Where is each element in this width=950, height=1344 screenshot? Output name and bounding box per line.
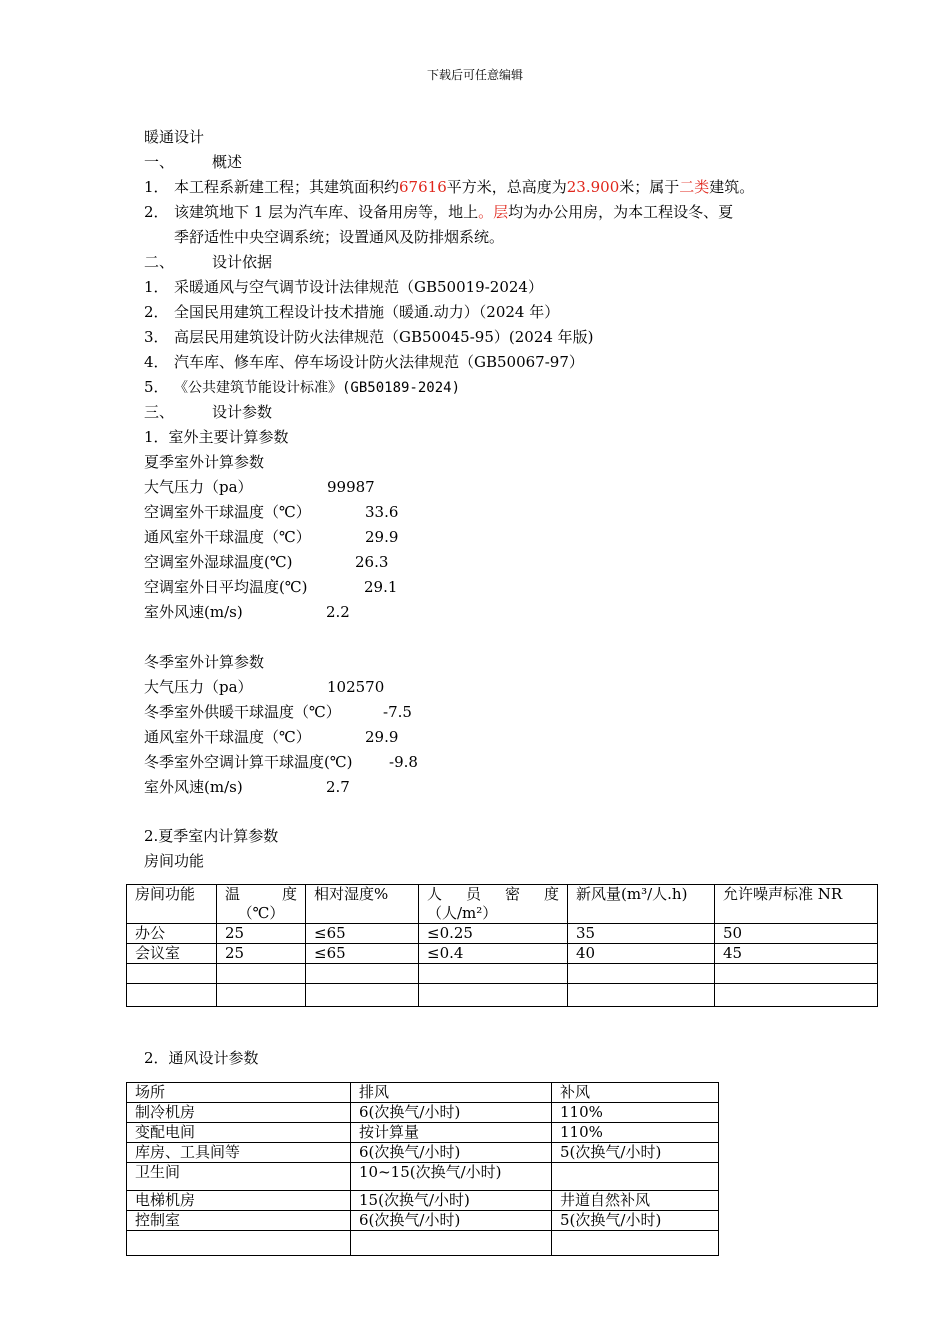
- outdoor-params-title: 1．室外主要计算参数: [144, 428, 289, 446]
- header-exhaust: 排风: [351, 1083, 552, 1103]
- table-header-row: [127, 1083, 719, 1103]
- winter-title: 冬季室外计算参数: [144, 653, 265, 671]
- summer-param-row: 通风室外干球温度（℃） 29.9: [144, 528, 399, 546]
- table-row: 变配电间 按计算量 110%: [127, 1123, 719, 1143]
- section-3-heading: [144, 402, 272, 422]
- section-2-number: 二、: [144, 253, 175, 271]
- winter-param-row: 大气压力（pa） 102570: [144, 678, 385, 696]
- header-supply: 补风: [552, 1083, 719, 1103]
- basis-item: 4． 汽车库、修车库、停车场设计防火法律规范（GB50067-97）: [144, 353, 584, 371]
- summer-param-row: 空调室外日平均温度(℃) 29.1: [144, 578, 398, 596]
- indoor-params-title: 2.夏季室内计算参数: [144, 827, 279, 845]
- indoor-params-table: [126, 884, 878, 1007]
- winter-param-row: 通风室外干球温度（℃） 29.9: [144, 728, 399, 746]
- table-row: 会议室 25 ≤65 ≤0.4 40 45: [127, 944, 878, 964]
- section-2-title: 设计依据: [212, 253, 273, 271]
- indoor-subtitle: 房间功能: [144, 852, 205, 870]
- doc-title: 暖通设计: [144, 128, 205, 146]
- page-header: 下载后可任意编辑: [426, 68, 523, 82]
- winter-param-row: 冬季室外供暖干球温度（℃） -7.5: [144, 703, 412, 721]
- table-row: 电梯机房 15(次换气/小时) 井道自然补风: [127, 1191, 719, 1211]
- summer-title: 夏季室外计算参数: [144, 453, 265, 471]
- table-row-empty: [127, 984, 878, 1007]
- header-noise: 允许噪声标准 NR: [715, 885, 878, 924]
- section-1-number: 一、: [144, 153, 175, 171]
- section-1-title: 概述: [212, 153, 243, 171]
- summer-param-row: 空调室外干球温度（℃） 33.6: [144, 503, 399, 521]
- floor-marker: 。层: [478, 203, 509, 221]
- table-row: 卫生间 10~15(次换气/小时): [127, 1163, 719, 1191]
- section-3-title: 设计参数: [212, 403, 273, 421]
- overview-item-2: 2． 该建筑地下 1 层为汽车库、设备用房等，地上。层均为办公用房，为本工程设冬、夏: [144, 203, 734, 221]
- summer-param-row: 室外风速(m/s) 2.2: [144, 603, 350, 621]
- winter-param-row: 室外风速(m/s) 2.7: [144, 778, 350, 796]
- basis-item: 2． 全国民用建筑工程设计技术措施（暖通.动力）（2024 年）: [144, 303, 560, 321]
- building-height: 23.900: [566, 178, 620, 196]
- table-row: 控制室 6(次换气/小时) 5(次换气/小时): [127, 1211, 719, 1231]
- section-3-number: 三、: [144, 403, 175, 421]
- table-row-empty: [127, 1231, 719, 1256]
- vent-params-title: 2．通风设计参数: [144, 1049, 259, 1067]
- table-header-row: [127, 885, 878, 924]
- header-temp: 温 度 （℃）: [217, 885, 306, 924]
- table-row: 办公 25 ≤65 ≤0.25 35 50: [127, 924, 878, 944]
- summer-param-row: 大气压力（pa） 99987: [144, 478, 375, 496]
- basis-item: 1． 采暖通风与空气调节设计法律规范（GB50019-2024）: [144, 278, 543, 296]
- header-place: 场所: [127, 1083, 351, 1103]
- ventilation-table: [126, 1082, 719, 1256]
- winter-param-row: 冬季室外空调计算干球温度(℃) -9.8: [144, 753, 418, 771]
- header-room: 房间功能: [127, 885, 217, 924]
- basis-item: 5． 《公共建筑节能设计标准》(GB50189-2024): [144, 378, 461, 396]
- table-row: 库房、工具间等 6(次换气/小时) 5(次换气/小时): [127, 1143, 719, 1163]
- section-2-heading: [144, 252, 272, 272]
- header-humidity: 相对湿度%: [306, 885, 419, 924]
- summer-param-row: 空调室外湿球温度(℃) 26.3: [144, 553, 389, 571]
- building-class: 二类: [679, 178, 710, 196]
- header-density: 人 员 密 度 （人/m²）: [419, 885, 568, 924]
- section-1-heading: [144, 152, 242, 172]
- basis-item: 3． 高层民用建筑设计防火法律规范（GB50045-95）(2024 年版): [144, 328, 594, 346]
- table-row: 制冷机房 6(次换气/小时) 110%: [127, 1103, 719, 1123]
- building-area: 67616: [399, 178, 447, 196]
- header-fresh-air: 新风量(m³/人.h): [568, 885, 715, 924]
- overview-item-1: 1． 本工程系新建工程；其建筑面积约67616平方米，总高度为23.900米；属于二类建筑。: [144, 178, 755, 196]
- overview-item-2-cont: 季舒适性中央空调系统；设置通风及防排烟系统。: [174, 228, 505, 246]
- table-row-empty: [127, 964, 878, 984]
